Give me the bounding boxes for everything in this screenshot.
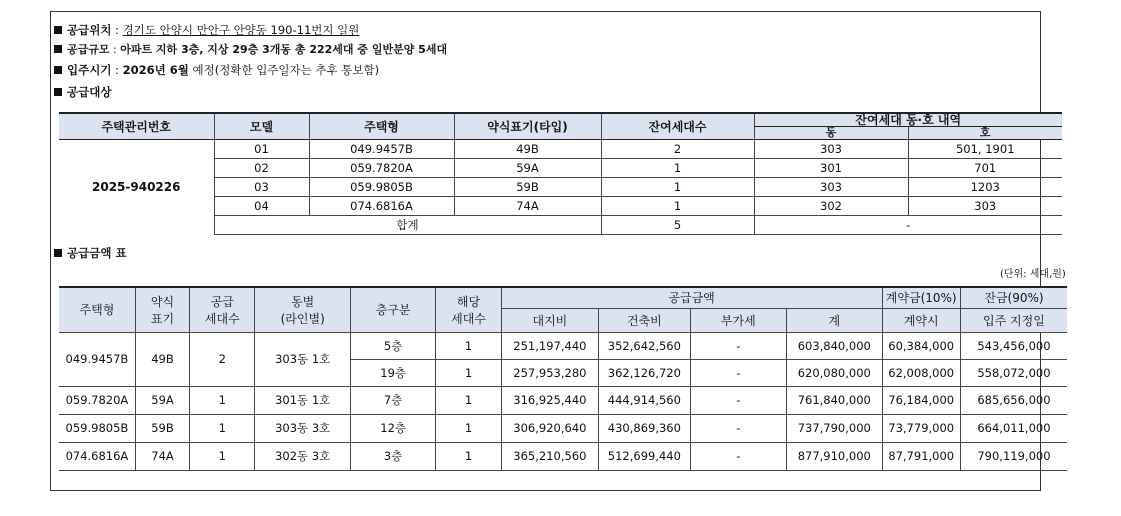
bullet-square-icon — [54, 26, 62, 34]
building-cell: 352,642,560 — [599, 332, 690, 359]
remain-cell: 1 — [601, 197, 754, 216]
vat-cell: - — [690, 386, 786, 414]
supply-cell: 2 — [190, 332, 255, 386]
header-short — [135, 287, 189, 332]
type-cell: 059.7820A — [59, 386, 135, 414]
total-cell: 761,840,000 — [787, 386, 882, 414]
model-cell: 03 — [214, 178, 309, 197]
total-cell: 737,790,000 — [787, 414, 882, 442]
short-cell: 49B — [135, 332, 189, 386]
supply-price-table — [59, 286, 1067, 471]
header-floor: 층구분 — [350, 287, 435, 332]
header-balance-sub: 입주 지정일 — [960, 308, 1067, 332]
ho-cell: 303 — [908, 197, 1062, 216]
header-dong-line1: 동별 — [291, 294, 315, 309]
dong-cell: 303동 1호 — [255, 332, 350, 386]
unit-note: (단위: 세대,원) — [1000, 269, 1066, 280]
header-mgmt-no: 주택관리번호 — [59, 113, 214, 140]
supply-cell: 1 — [190, 442, 255, 470]
total-remain: 5 — [601, 216, 754, 235]
header-supply — [190, 287, 255, 332]
header-remaining: 잔여세대수 — [601, 113, 754, 140]
count-cell: 1 — [436, 442, 501, 470]
ho-cell: 701 — [908, 159, 1062, 178]
type-cell: 074.6816A — [59, 442, 135, 470]
dong-cell: 303동 3호 — [255, 414, 350, 442]
header-building: 건축비 — [599, 308, 690, 332]
land-cell: 365,210,560 — [501, 442, 598, 470]
type-cell: 059.7820A — [309, 159, 454, 178]
floor-cell: 5층 — [350, 332, 435, 359]
floor-cell: 7층 — [350, 386, 435, 414]
mgmt-no-cell: 2025-940226 — [92, 180, 181, 195]
total-label: 합계 — [214, 216, 601, 235]
count-cell: 1 — [436, 414, 501, 442]
header-count-line2: 세대수 — [451, 311, 486, 326]
scale-line: 공급규모 : 아파트 지하 3층, 지상 29층 3개동 총 222세대 중 일반분양 5세대 — [54, 42, 447, 58]
remain-cell: 1 — [601, 178, 754, 197]
table-row — [59, 414, 1067, 442]
dong-cell: 301 — [754, 159, 908, 178]
ho-cell: 501, 1901 — [908, 140, 1062, 159]
model-cell: 04 — [214, 197, 309, 216]
dong-cell: 301동 1호 — [255, 386, 350, 414]
type-cell: 074.6816A — [309, 197, 454, 216]
type-cell: 049.9457B — [309, 140, 454, 159]
header-count — [436, 287, 501, 332]
dong-cell: 302 — [754, 197, 908, 216]
table-row — [59, 332, 1067, 359]
location-line: 공급위치 : 경기도 안양시 만안구 안양동 190-11번지 일원 — [54, 22, 359, 38]
count-cell: 1 — [436, 359, 501, 386]
header-amount: 공급금액 — [501, 287, 882, 308]
total-dash: - — [754, 216, 1062, 235]
building-cell: 512,699,440 — [599, 442, 690, 470]
total-cell: 603,840,000 — [787, 332, 882, 359]
balance-cell: 664,011,000 — [960, 414, 1067, 442]
deposit-cell: 76,184,000 — [882, 386, 960, 414]
header-ho: 호 — [908, 127, 1062, 140]
supply-cell: 1 — [190, 414, 255, 442]
header-short-line2: 표기 — [150, 311, 175, 326]
count-cell: 1 — [436, 386, 501, 414]
target-line — [54, 84, 111, 100]
header-deposit-sub: 계약시 — [882, 308, 960, 332]
supply-target-table — [59, 112, 1062, 235]
header-supply-line1: 공급 — [210, 294, 234, 309]
scale-label: 공급규모 — [67, 43, 110, 56]
total-cell: 877,910,000 — [787, 442, 882, 470]
deposit-cell: 62,008,000 — [882, 359, 960, 386]
type-cell: 049.9457B — [59, 332, 135, 386]
bullet-square-icon — [54, 45, 62, 53]
header-dong — [255, 287, 350, 332]
bullet-square-icon — [54, 249, 62, 257]
bullet-square-icon — [54, 88, 62, 96]
scale-value: 아파트 지하 3층, 지상 29층 3개동 총 222세대 중 일반분양 5세대 — [120, 43, 448, 56]
building-cell: 444,914,560 — [599, 386, 690, 414]
header-model: 모델 — [214, 113, 309, 140]
header-count-line1: 해당 — [456, 294, 481, 309]
header-deposit: 계약금(10%) — [882, 287, 960, 308]
land-cell: 257,953,280 — [501, 359, 598, 386]
header-short-type: 약식표기(타입) — [454, 113, 601, 140]
location-label: 공급위치 — [67, 23, 112, 37]
land-cell: 306,920,640 — [501, 414, 598, 442]
movein-line: 입주시기 : 2026년 6월 예정(정확한 입주일자는 추후 통보함) — [54, 62, 379, 78]
deposit-cell: 73,779,000 — [882, 414, 960, 442]
land-cell: 316,925,440 — [501, 386, 598, 414]
header-dong: 동 — [754, 127, 908, 140]
header-short-line1: 약식 — [150, 294, 175, 309]
dong-cell: 303 — [754, 140, 908, 159]
header-balance: 잔금(90%) — [960, 287, 1067, 308]
model-cell: 02 — [214, 159, 309, 178]
header-type: 주택형 — [59, 287, 135, 332]
balance-cell: 685,656,000 — [960, 386, 1067, 414]
header-supply-line2: 세대수 — [204, 311, 240, 326]
floor-cell: 3층 — [350, 442, 435, 470]
vat-cell: - — [690, 442, 786, 470]
table-row — [59, 140, 1062, 159]
movein-date: 2026년 6월 — [122, 63, 189, 77]
deposit-cell: 87,791,000 — [882, 442, 960, 470]
table-row — [59, 386, 1067, 414]
target-label: 공급대상 — [67, 85, 112, 99]
ho-cell: 1203 — [908, 178, 1062, 197]
floor-cell: 12층 — [350, 414, 435, 442]
header-dong-line2: (라인별) — [280, 311, 325, 326]
header-housing-type: 주택형 — [309, 113, 454, 140]
movein-note: 예정(정확한 입주일자는 추후 통보함) — [192, 63, 380, 77]
short-cell: 49B — [454, 140, 601, 159]
building-cell: 430,869,360 — [599, 414, 690, 442]
vat-cell: - — [690, 359, 786, 386]
header-vat: 부가세 — [690, 308, 786, 332]
type-cell: 059.9805B — [59, 414, 135, 442]
table-row — [59, 442, 1067, 470]
balance-cell: 790,119,000 — [960, 442, 1067, 470]
remain-cell: 2 — [601, 140, 754, 159]
bullet-square-icon — [54, 66, 62, 74]
deposit-cell: 60,384,000 — [882, 332, 960, 359]
vat-cell: - — [690, 414, 786, 442]
header-total: 계 — [787, 308, 882, 332]
floor-cell: 19층 — [350, 359, 435, 386]
short-cell: 74A — [454, 197, 601, 216]
header-detail: 잔여세대 동·호 내역 — [754, 113, 1062, 127]
movein-label: 입주시기 — [67, 63, 112, 77]
total-cell: 620,080,000 — [787, 359, 882, 386]
short-cell: 59B — [454, 178, 601, 197]
short-cell: 74A — [135, 442, 189, 470]
supply-cell: 1 — [190, 386, 255, 414]
location-value: 경기도 안양시 만안구 안양동 190-11번지 일원 — [122, 23, 360, 37]
vat-cell: - — [690, 332, 786, 359]
short-cell: 59B — [135, 414, 189, 442]
short-cell: 59A — [454, 159, 601, 178]
price-title: 공급금액 표 — [67, 246, 127, 260]
dong-cell: 302동 3호 — [255, 442, 350, 470]
dong-cell: 303 — [754, 178, 908, 197]
building-cell: 362,126,720 — [599, 359, 690, 386]
type-cell: 059.9805B — [309, 178, 454, 197]
model-cell: 01 — [214, 140, 309, 159]
balance-cell: 558,072,000 — [960, 359, 1067, 386]
price-section-title — [54, 245, 127, 261]
land-cell: 251,197,440 — [501, 332, 598, 359]
header-land: 대지비 — [501, 308, 598, 332]
remain-cell: 1 — [601, 159, 754, 178]
count-cell: 1 — [436, 332, 501, 359]
short-cell: 59A — [135, 386, 189, 414]
balance-cell: 543,456,000 — [960, 332, 1067, 359]
